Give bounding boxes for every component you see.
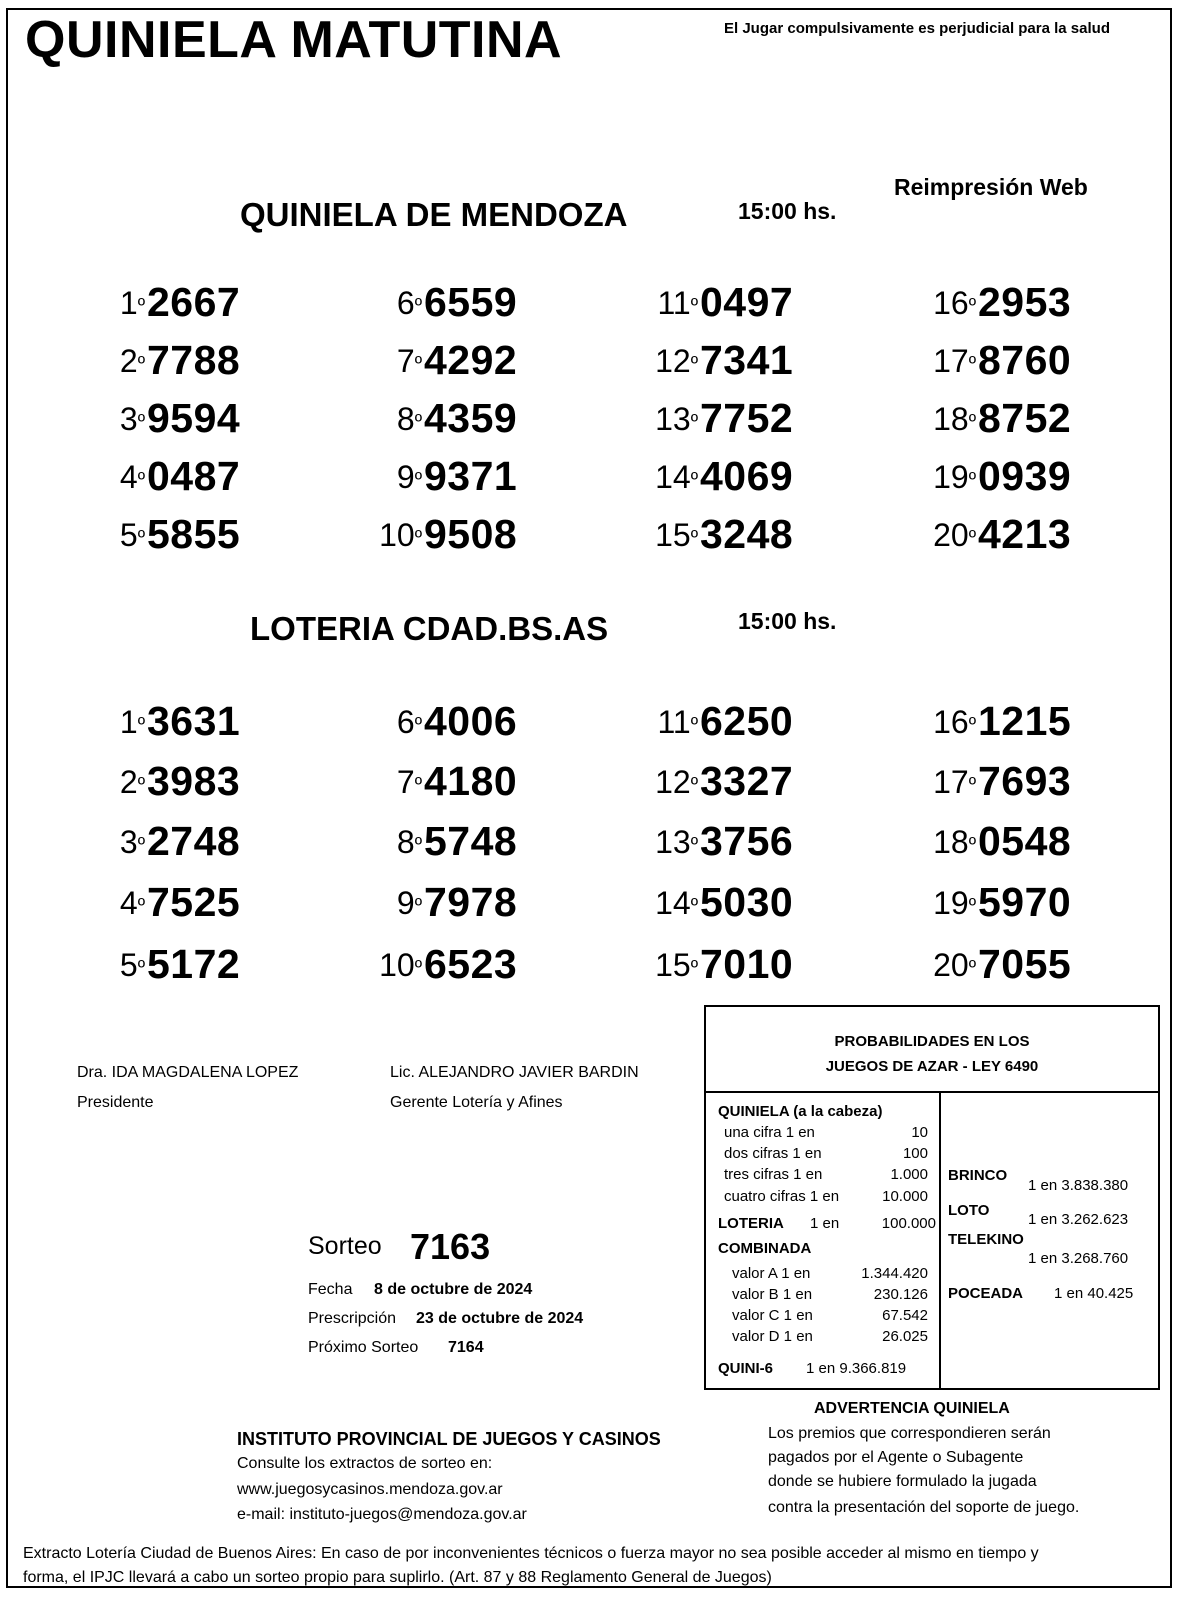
result-entry	[97, 510, 267, 560]
combinada-prob-row-label: valor A 1 en	[732, 1265, 811, 1282]
advertencia-title: ADVERTENCIA QUINIELA	[814, 1400, 1010, 1417]
result-position-number: 17	[933, 764, 969, 800]
result-position-number: 6	[396, 285, 415, 321]
ordinal-suffix: º	[414, 714, 422, 736]
ordinal-suffix: º	[137, 469, 145, 491]
result-number: 4213	[978, 511, 1072, 557]
result-number: 8760	[978, 337, 1072, 383]
result-position	[379, 517, 422, 554]
result-position-number: 19	[933, 885, 969, 921]
result-position	[657, 704, 698, 741]
ordinal-suffix: º	[137, 295, 145, 317]
combinada-prob-row-value: 26.025	[882, 1328, 928, 1345]
result-entry	[97, 940, 267, 990]
result-entry	[374, 757, 544, 807]
section-title-mendoza: QUINIELA DE MENDOZA	[240, 196, 628, 233]
result-position	[933, 517, 976, 554]
combinada-prob-row-value: 1.344.420	[861, 1265, 928, 1282]
result-position	[933, 704, 976, 741]
result-position-number: 19	[933, 459, 969, 495]
advertencia-line: pagados por el Agente o Subagente	[768, 1449, 1024, 1466]
footer-note-line1: Extracto Lotería Ciudad de Buenos Aires: En caso de por inconvenientes técnicos o fuerza mayor no sea posible acceder al mismo en tiempo y	[23, 1545, 1039, 1562]
result-position	[933, 885, 976, 922]
result-position-number: 5	[119, 517, 138, 553]
result-entry	[650, 697, 820, 747]
advertencia-line: contra la presentación del soporte de juego.	[768, 1499, 1080, 1516]
result-entry	[97, 697, 267, 747]
result-position-number: 1	[119, 285, 138, 321]
result-position	[655, 885, 698, 922]
institute-title: INSTITUTO PROVINCIAL DE JUEGOS Y CASINOS	[237, 1429, 661, 1449]
result-number: 5855	[147, 511, 241, 557]
result-number: 7752	[700, 395, 794, 441]
quiniela-prob-label: cuatro cifras 1 en	[724, 1188, 840, 1205]
result-position-number: 4	[119, 459, 138, 495]
result-position-number: 9	[396, 885, 415, 921]
result-entry	[97, 878, 267, 928]
result-entry	[650, 452, 820, 502]
result-entry	[650, 394, 820, 444]
section-time-mendoza: 15:00 hs.	[738, 198, 837, 224]
result-position-number: 15	[655, 947, 691, 983]
result-position	[120, 517, 145, 554]
result-position	[120, 764, 145, 801]
quini6-prob-label: QUINI-6	[718, 1360, 774, 1377]
loto-prob-label: LOTO	[948, 1202, 990, 1219]
ordinal-suffix: º	[414, 295, 422, 317]
result-position-number: 8	[396, 824, 415, 860]
signature-role-manager: Gerente Lotería y Afines	[390, 1094, 563, 1111]
result-number: 0487	[147, 453, 241, 499]
result-entry	[97, 278, 267, 328]
result-position-number: 13	[655, 824, 691, 860]
footer-note-line2: forma, el IPJC llevará a cabo un sorteo propio para suplirlo. (Art. 87 y 88 Reglamento General de Juegos)	[23, 1569, 772, 1586]
combinada-prob-row-value: 230.126	[873, 1286, 928, 1303]
result-position-number: 14	[655, 885, 691, 921]
ordinal-suffix: º	[414, 411, 422, 433]
result-position	[655, 764, 698, 801]
probabilities-box	[704, 1005, 1160, 1390]
result-position	[933, 947, 976, 984]
ordinal-suffix: º	[137, 411, 145, 433]
ordinal-suffix: º	[137, 774, 145, 796]
result-entry	[650, 757, 820, 807]
result-number: 3631	[147, 698, 241, 744]
probabilities-header	[706, 1007, 1158, 1093]
ordinal-suffix: º	[968, 774, 976, 796]
result-position-number: 10	[379, 947, 415, 983]
combinada-prob-row-label: valor B 1 en	[732, 1286, 813, 1303]
result-position-number: 3	[119, 401, 138, 437]
signature-name-manager: Lic. ALEJANDRO JAVIER BARDIN	[390, 1064, 639, 1081]
result-position-number: 3	[119, 824, 138, 860]
result-entry	[650, 878, 820, 928]
result-position-number: 10	[379, 517, 415, 553]
result-number: 0939	[978, 453, 1072, 499]
result-position-number: 11	[657, 285, 691, 321]
combinada-prob-label: COMBINADA	[718, 1240, 812, 1257]
result-entry	[928, 278, 1098, 328]
quiniela-prob-label: tres cifras 1 en	[724, 1166, 823, 1183]
result-position	[933, 824, 976, 861]
result-position	[655, 947, 698, 984]
result-number: 4006	[424, 698, 518, 744]
result-number: 7341	[700, 337, 794, 383]
result-number: 4292	[424, 337, 518, 383]
signature-role-president: Presidente	[77, 1094, 154, 1111]
poceada-prob-value: 1 en 40.425	[1054, 1285, 1134, 1302]
result-number: 1215	[978, 698, 1072, 744]
result-position-number: 20	[933, 947, 969, 983]
result-position	[933, 401, 976, 438]
result-entry	[928, 394, 1098, 444]
result-number: 8752	[978, 395, 1072, 441]
brinco-prob-value: 1 en 3.838.380	[1028, 1177, 1129, 1194]
result-entry	[650, 336, 820, 386]
quiniela-prob-value: 10.000	[882, 1188, 928, 1205]
result-position	[397, 824, 422, 861]
result-position-number: 4	[119, 885, 138, 921]
probabilities-title-line2: JUEGOS DE AZAR - LEY 6490	[825, 1058, 1039, 1075]
institute-website: www.juegosycasinos.mendoza.gov.ar	[237, 1481, 503, 1498]
result-number: 7978	[424, 879, 518, 925]
result-position	[120, 401, 145, 438]
combinada-prob-row-label: valor C 1 en	[732, 1307, 813, 1324]
result-position-number: 7	[396, 343, 415, 379]
ordinal-suffix: º	[414, 774, 422, 796]
loteria-prob-value: 100.000	[881, 1215, 936, 1232]
ordinal-suffix: º	[137, 957, 145, 979]
fecha-label: Fecha	[308, 1281, 353, 1298]
result-number: 9371	[424, 453, 518, 499]
result-position	[120, 343, 145, 380]
result-number: 5030	[700, 879, 794, 925]
result-number: 7788	[147, 337, 241, 383]
result-position-number: 2	[119, 764, 138, 800]
result-number: 3327	[700, 758, 794, 804]
result-position-number: 6	[396, 704, 415, 740]
result-entry	[374, 817, 544, 867]
result-position	[655, 343, 698, 380]
combinada-prob-row-value: 67.542	[882, 1307, 928, 1324]
result-number: 5172	[147, 941, 241, 987]
result-position	[397, 764, 422, 801]
result-entry	[928, 940, 1098, 990]
result-entry	[928, 697, 1098, 747]
result-position	[397, 401, 422, 438]
poceada-prob-label: POCEADA	[948, 1285, 1024, 1302]
result-entry	[374, 940, 544, 990]
ordinal-suffix: º	[968, 834, 976, 856]
loto-prob-value: 1 en 3.262.623	[1028, 1211, 1129, 1228]
institute-email: e-mail: instituto-juegos@mendoza.gov.ar	[237, 1506, 527, 1523]
result-position-number: 5	[119, 947, 138, 983]
result-number: 3983	[147, 758, 241, 804]
result-position-number: 16	[933, 704, 969, 740]
result-entry	[374, 278, 544, 328]
result-entry	[928, 336, 1098, 386]
result-number: 6523	[424, 941, 518, 987]
result-position	[655, 459, 698, 496]
quiniela-prob-label: dos cifras 1 en	[724, 1145, 822, 1162]
prescripcion-label: Prescripción	[308, 1310, 397, 1327]
result-position-number: 13	[655, 401, 691, 437]
result-position	[933, 343, 976, 380]
loteria-prob-label: LOTERIA	[718, 1215, 784, 1232]
result-entry	[928, 878, 1098, 928]
combinada-prob-row-label: valor D 1 en	[732, 1328, 813, 1345]
result-entry	[97, 757, 267, 807]
result-position	[120, 824, 145, 861]
result-number: 2667	[147, 279, 241, 325]
result-position-number: 17	[933, 343, 969, 379]
ordinal-suffix: º	[968, 295, 976, 317]
result-number: 4180	[424, 758, 518, 804]
brinco-prob-label: BRINCO	[948, 1167, 1008, 1184]
institute-consult-text: Consulte los extractos de sorteo en:	[237, 1455, 493, 1472]
result-position	[120, 885, 145, 922]
result-position	[655, 401, 698, 438]
ordinal-suffix: º	[690, 295, 698, 317]
result-position-number: 1	[119, 704, 138, 740]
result-number: 7693	[978, 758, 1072, 804]
result-entry	[374, 878, 544, 928]
ordinal-suffix: º	[690, 957, 698, 979]
ordinal-suffix: º	[414, 895, 422, 917]
result-number: 9594	[147, 395, 241, 441]
result-number: 5970	[978, 879, 1072, 925]
result-position-number: 7	[396, 764, 415, 800]
result-position	[657, 285, 698, 322]
ordinal-suffix: º	[690, 774, 698, 796]
ordinal-suffix: º	[690, 714, 698, 736]
result-entry	[928, 757, 1098, 807]
result-position-number: 9	[396, 459, 415, 495]
quiniela-prob-label: una cifra 1 en	[724, 1124, 815, 1141]
result-entry	[928, 817, 1098, 867]
result-position	[120, 704, 145, 741]
result-number: 5748	[424, 818, 518, 864]
result-position-number: 15	[655, 517, 691, 553]
telekino-prob-label: TELEKINO	[948, 1231, 1024, 1248]
result-position-number: 12	[655, 764, 691, 800]
result-entry	[650, 817, 820, 867]
page-title: QUINIELA MATUTINA	[25, 11, 563, 69]
result-position	[933, 459, 976, 496]
ordinal-suffix: º	[414, 353, 422, 375]
ordinal-suffix: º	[968, 411, 976, 433]
proximo-sorteo-label: Próximo Sorteo	[308, 1339, 419, 1356]
ordinal-suffix: º	[968, 714, 976, 736]
quiniela-prob-value: 100	[902, 1145, 928, 1162]
advertencia-line: donde se hubiere formulado la jugada	[768, 1473, 1037, 1490]
result-position	[933, 285, 976, 322]
result-number: 3756	[700, 818, 794, 864]
result-number: 6250	[700, 698, 794, 744]
ordinal-suffix: º	[690, 469, 698, 491]
result-position	[655, 824, 698, 861]
result-entry	[374, 697, 544, 747]
result-position	[120, 285, 145, 322]
result-position-number: 14	[655, 459, 691, 495]
result-number: 0497	[700, 279, 794, 325]
result-entry	[97, 336, 267, 386]
ordinal-suffix: º	[690, 834, 698, 856]
result-entry	[97, 452, 267, 502]
ordinal-suffix: º	[137, 714, 145, 736]
ordinal-suffix: º	[968, 469, 976, 491]
result-position	[120, 459, 145, 496]
result-entry	[928, 510, 1098, 560]
ordinal-suffix: º	[137, 353, 145, 375]
probabilities-title-line1: PROBABILIDADES EN LOS	[834, 1033, 1030, 1050]
quiniela-prob-value: 1.000	[890, 1166, 928, 1183]
result-entry	[97, 394, 267, 444]
ordinal-suffix: º	[414, 834, 422, 856]
result-entry	[374, 336, 544, 386]
sorteo-number: 7163	[410, 1226, 491, 1267]
loteria-prob-en: 1 en	[810, 1215, 840, 1232]
section-title-loteria: LOTERIA CDAD.BS.AS	[250, 610, 609, 647]
result-entry	[374, 510, 544, 560]
result-number: 3248	[700, 511, 794, 557]
result-position-number: 8	[396, 401, 415, 437]
sorteo-label: Sorteo	[308, 1232, 382, 1260]
result-entry	[650, 940, 820, 990]
ordinal-suffix: º	[968, 527, 976, 549]
ordinal-suffix: º	[137, 527, 145, 549]
health-warning: El Jugar compulsivamente es perjudicial para la salud	[724, 20, 1110, 37]
result-number: 0548	[978, 818, 1072, 864]
advertencia-line: Los premios que correspondieren serán	[768, 1425, 1051, 1442]
result-position-number: 11	[657, 704, 691, 740]
result-position	[397, 704, 422, 741]
result-entry	[97, 817, 267, 867]
result-position	[397, 285, 422, 322]
result-position-number: 16	[933, 285, 969, 321]
result-position	[397, 343, 422, 380]
result-position	[397, 885, 422, 922]
ordinal-suffix: º	[968, 353, 976, 375]
result-number: 7055	[978, 941, 1072, 987]
result-position	[933, 764, 976, 801]
result-position	[397, 459, 422, 496]
ordinal-suffix: º	[690, 527, 698, 549]
reprint-label: Reimpresión Web	[894, 174, 1088, 200]
section-time-loteria: 15:00 hs.	[738, 608, 837, 634]
result-entry	[374, 452, 544, 502]
result-position	[655, 517, 698, 554]
result-number: 4359	[424, 395, 518, 441]
signature-name-president: Dra. IDA MAGDALENA LOPEZ	[77, 1064, 299, 1081]
ordinal-suffix: º	[690, 895, 698, 917]
result-number: 2953	[978, 279, 1072, 325]
result-position	[120, 947, 145, 984]
quiniela-prob-value: 10	[911, 1124, 928, 1141]
ordinal-suffix: º	[968, 895, 976, 917]
prescripcion-value: 23 de octubre de 2024	[416, 1310, 584, 1327]
ordinal-suffix: º	[137, 895, 145, 917]
result-entry	[650, 278, 820, 328]
result-entry	[650, 510, 820, 560]
ordinal-suffix: º	[690, 353, 698, 375]
ordinal-suffix: º	[690, 411, 698, 433]
result-number: 9508	[424, 511, 518, 557]
ordinal-suffix: º	[414, 469, 422, 491]
result-number: 7010	[700, 941, 794, 987]
result-position-number: 20	[933, 517, 969, 553]
result-position-number: 18	[933, 401, 969, 437]
ordinal-suffix: º	[137, 834, 145, 856]
fecha-value: 8 de octubre de 2024	[374, 1281, 533, 1298]
quini6-prob-value: 1 en 9.366.819	[806, 1360, 907, 1377]
result-number: 6559	[424, 279, 518, 325]
result-position-number: 2	[119, 343, 138, 379]
result-number: 2748	[147, 818, 241, 864]
result-position-number: 18	[933, 824, 969, 860]
result-position	[379, 947, 422, 984]
ordinal-suffix: º	[414, 957, 422, 979]
result-position-number: 12	[655, 343, 691, 379]
result-number: 4069	[700, 453, 794, 499]
result-number: 7525	[147, 879, 241, 925]
result-entry	[374, 394, 544, 444]
quiniela-prob-title: QUINIELA (a la cabeza)	[718, 1103, 883, 1120]
ordinal-suffix: º	[968, 957, 976, 979]
proximo-sorteo-value: 7164	[448, 1339, 484, 1356]
result-entry	[928, 452, 1098, 502]
ordinal-suffix: º	[414, 527, 422, 549]
telekino-prob-value: 1 en 3.268.760	[1028, 1250, 1129, 1267]
